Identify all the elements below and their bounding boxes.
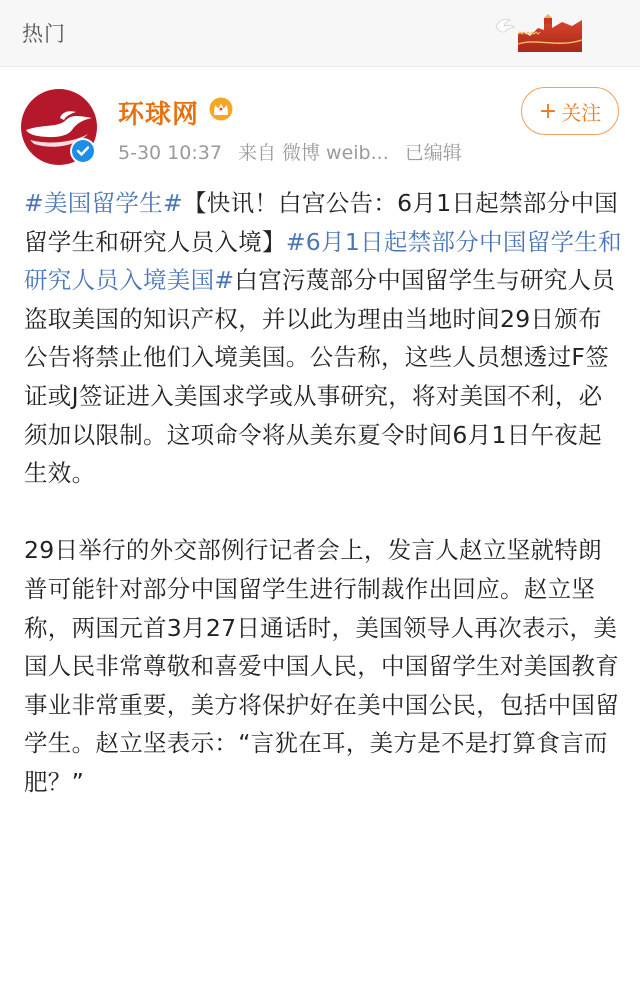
hashtag-link[interactable]: #美国留学生# [24,189,183,217]
crown-icon [208,97,234,121]
post-text: 【快讯！白宫公告：6月1日起禁部分中国留学生和研究人员入境】 [24,189,619,256]
top-bar [0,0,640,67]
follow-button[interactable] [521,87,619,135]
page-title: 热门 [22,22,66,46]
post-source[interactable]: 来自 微博 weib... [237,142,389,164]
verified-check-icon [70,138,96,164]
hashtag-link[interactable]: #6月1日起禁部分中国留学生和研究人员入境美国# [24,227,622,295]
post-paragraph [24,184,622,493]
post-meta [118,138,472,165]
edited-label[interactable]: 已编辑 [404,142,462,164]
plus-icon: + [538,98,558,124]
author-name[interactable]: 环球网 [118,100,200,130]
post-content [24,184,622,802]
post-time: 5-30 10:37 [118,142,222,164]
great-wall-dove-banner-icon [482,8,592,58]
follow-label: 关注 [561,100,602,125]
post-paragraph: 29日举行的外交部例行记者会上，发言人赵立坚就特朗普可能针对部分中国留学生进行制裁作出回应。赵立坚称，两国元首3月27日通话时，美国领导人再次表示，美国人民非常尊敬和喜爱中国人民，中国留学生对美国教育事业非常重要，美方将保护好在美中国公民，包括中国留学生。赵立坚表示：“言犹在耳，美方是不是打算食言而肥？” [24,536,619,796]
post-text: 白宫污蔑部分中国留学生与研究人员盗取美国的知识产权，并以此为理由当地时间29日颁布公告将禁止他们入境美国。公告称，这些人员想透过F签证或J签证进入美国求学或从事研究，将对美国不利，必须加以限制。这项命令将从美东夏令时间6月1日午夜起生效。 [24,266,616,488]
